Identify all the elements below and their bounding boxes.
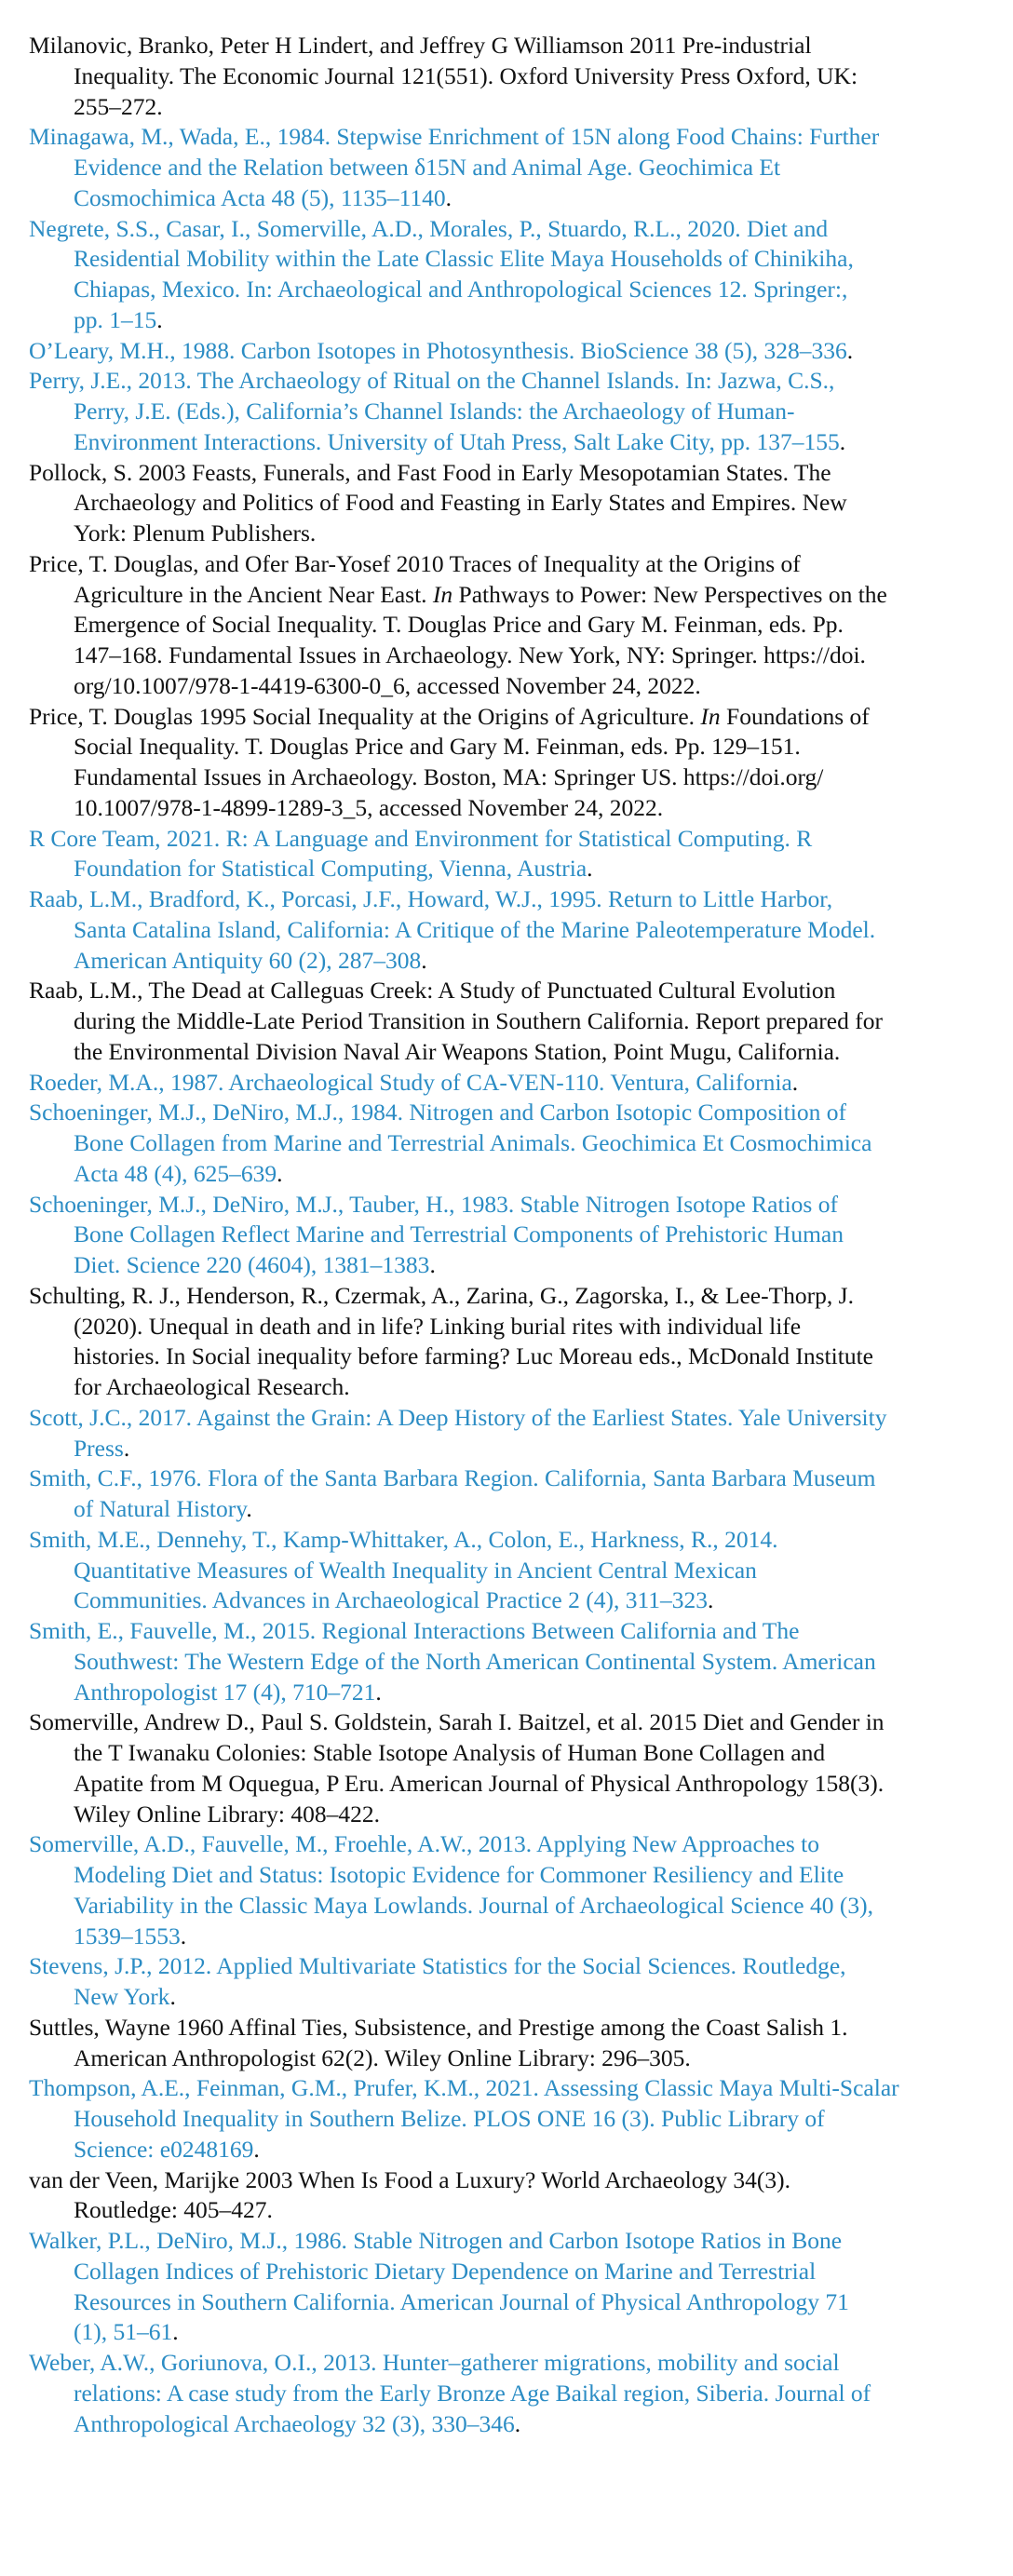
reference-entry-link[interactable]	[29, 1525, 988, 1616]
reference-text: Milanovic, Branko, Peter H Lindert, and Jeffrey G Williamson 2011 Pre-industrial	[29, 32, 812, 59]
reference-text: Pollock, S. 2003 Feasts, Funerals, and Fast Food in Early Mesopotamian States. The	[29, 458, 831, 486]
reference-text[interactable]: Thompson, A.E., Feinman, G.M., Prufer, K.M., 2021. Assessing Classic Maya Multi-Scalar	[29, 2074, 899, 2102]
reference-line	[29, 1800, 988, 1830]
reference-text[interactable]: Raab, L.M., Bradford, K., Porcasi, J.F., Howard, W.J., 1995. Return to Little Harbor,	[29, 885, 833, 912]
reference-entry-link[interactable]	[29, 2226, 988, 2348]
reference-text: Agriculture in the Ancient Near East.	[74, 580, 433, 608]
reference-line	[29, 1342, 988, 1372]
reference-text[interactable]: relations: A case study from the Early Bronze Age Baikal region, Siberia. Journal of	[74, 2379, 871, 2407]
reference-text[interactable]: Diet. Science 220 (4604), 1381–1383	[74, 1251, 430, 1278]
reference-line	[29, 1372, 988, 1403]
reference-text[interactable]: Acta 48 (4), 625–639	[74, 1159, 277, 1187]
reference-entry-link[interactable]	[29, 1463, 988, 1525]
reference-text[interactable]: O’Leary, M.H., 1988. Carbon Isotopes in Photosynthesis. BioScience 38 (5), 328–336	[29, 336, 847, 364]
reference-line	[29, 1463, 988, 1494]
reference-text: van der Veen, Marijke 2003 When Is Food a Luxury? World Archaeology 34(3).	[29, 2165, 791, 2193]
reference-text[interactable]: Somerville, A.D., Fauvelle, M., Froehle, A.W., 2013. Applying New Approaches to	[29, 1830, 819, 1858]
reference-italic-text: In	[700, 702, 721, 730]
reference-text: 147–168. Fundamental Issues in Archaeology. New York, NY: Springer. https://doi.	[74, 641, 866, 668]
reference-entry	[29, 2013, 988, 2074]
reference-line	[29, 1738, 988, 1769]
reference-line	[29, 1190, 988, 1221]
reference-line	[29, 1891, 988, 1922]
reference-line	[29, 1616, 988, 1647]
reference-text: Emergence of Social Inequality. T. Douglas Price and Gary M. Feinman, eds. Pp.	[74, 611, 844, 639]
reference-line	[29, 488, 988, 519]
reference-text[interactable]: Collagen Indices of Prehistoric Dietary Dependence on Marine and Terrestrial	[74, 2257, 817, 2285]
reference-line	[29, 1281, 988, 1312]
reference-text[interactable]: Weber, A.W., Goriunova, O.I., 2013. Hunter–gatherer migrations, mobility and social	[29, 2349, 840, 2376]
reference-line	[29, 1556, 988, 1586]
reference-text: 255–272.	[74, 92, 163, 120]
reference-list	[29, 31, 988, 2439]
reference-entry-link[interactable]	[29, 1403, 988, 1464]
reference-line	[29, 915, 988, 946]
reference-text: org/10.1007/978-1-4419-6300-0_6, accessed November 24, 2022.	[74, 671, 701, 699]
reference-text: Routledge: 405–427.	[74, 2196, 273, 2224]
reference-period: .	[514, 2409, 521, 2437]
reference-line	[29, 336, 988, 367]
reference-line	[29, 580, 988, 611]
reference-text[interactable]: Smith, M.E., Dennehy, T., Kamp-Whittaker, A., Colon, E., Harkness, R., 2014.	[29, 1525, 778, 1553]
reference-text[interactable]: Perry, J.E. (Eds.), California’s Channel Islands: the Archaeology of Human-	[74, 398, 795, 425]
reference-text: York: Plenum Publishers.	[74, 519, 317, 546]
reference-text[interactable]: Bone Collagen Reflect Marine and Terrestrial Components of Prehistoric Human	[74, 1221, 844, 1248]
reference-line	[29, 1585, 988, 1616]
reference-text[interactable]: Minagawa, M., Wada, E., 1984. Stepwise Enrichment of 15N along Food Chains: Further	[29, 123, 880, 151]
reference-text[interactable]: Roeder, M.A., 1987. Archaeological Study of CA-VEN-110. Ventura, California	[29, 1068, 792, 1096]
reference-line	[29, 1037, 988, 1068]
reference-text[interactable]: Santa Catalina Island, California: A Critique of the Marine Paleotemperature Model.	[74, 915, 876, 943]
reference-entry	[29, 31, 988, 122]
reference-line	[29, 1525, 988, 1556]
reference-entry-link[interactable]	[29, 336, 988, 367]
reference-text: histories. In Social inequality before farming? Luc Moreau eds., McDonald Institute	[74, 1342, 873, 1370]
reference-line	[29, 946, 988, 977]
reference-line	[29, 305, 988, 336]
reference-line	[29, 2195, 988, 2226]
reference-text: the T Iwanaku Colonies: Stable Isotope Analysis of Human Bone Collagen and	[74, 1739, 826, 1766]
reference-italic-text: In	[432, 580, 453, 608]
reference-text[interactable]: 1539–1553	[74, 1922, 181, 1949]
reference-period: .	[445, 183, 452, 211]
reference-text: (2020). Unequal in death and in life? Linking burial rites with individual life	[74, 1312, 802, 1340]
reference-period: .	[123, 1434, 130, 1462]
reference-line	[29, 366, 988, 397]
reference-text[interactable]: Negrete, S.S., Casar, I., Somerville, A.D., Morales, P., Stuardo, R.L., 2020. Diet and	[29, 214, 829, 242]
reference-line	[29, 2073, 988, 2104]
reference-text[interactable]: Schoeninger, M.J., DeNiro, M.J., 1984. Nitrogen and Carbon Isotopic Composition of	[29, 1099, 846, 1126]
reference-line	[29, 427, 988, 458]
reference-entry-link[interactable]	[29, 1616, 988, 1707]
reference-text: Suttles, Wayne 1960 Affinal Ties, Subsistence, and Prestige among the Coast Salish 1.	[29, 2013, 848, 2041]
reference-text[interactable]: pp. 1–15	[74, 305, 157, 333]
reference-text: Archaeology and Politics of Food and Feasting in Early States and Empires. New	[74, 489, 847, 517]
reference-text[interactable]: Resources in Southern California. American Journal of Physical Anthropology 71	[74, 2287, 849, 2315]
reference-line	[29, 793, 988, 824]
reference-line	[29, 2043, 988, 2074]
reference-period: .	[180, 1922, 187, 1949]
reference-text[interactable]: Anthropological Archaeology 32 (3), 330–346	[74, 2409, 515, 2437]
reference-entry-link[interactable]	[29, 214, 988, 336]
reference-text: Pathways to Power: New Perspectives on the	[452, 580, 887, 608]
reference-period: .	[253, 2135, 260, 2163]
reference-text[interactable]: Communities. Advances in Archaeological Practice 2 (4), 311–323	[74, 1586, 709, 1614]
reference-entry-link[interactable]	[29, 824, 988, 885]
reference-line	[29, 1006, 988, 1037]
reference-entry-link[interactable]	[29, 122, 988, 213]
reference-text: Somerville, Andrew D., Paul S. Goldstein, Sarah I. Baitzel, et al. 2015 Diet and Gender in	[29, 1708, 885, 1736]
reference-text: Foundations of	[720, 702, 870, 730]
reference-entry-link[interactable]	[29, 1098, 988, 1189]
reference-line	[29, 1068, 988, 1099]
reference-line	[29, 183, 988, 214]
reference-line	[29, 2013, 988, 2043]
reference-line	[29, 2226, 988, 2257]
reference-text[interactable]: Quantitative Measures of Wealth Inequality in Ancient Central Mexican	[74, 1556, 757, 1584]
reference-text: the Environmental Division Naval Air Weapons Station, Point Mugu, California.	[74, 1037, 841, 1065]
reference-text[interactable]: Perry, J.E., 2013. The Archaeology of Ritual on the Channel Islands. In: Jazwa, C.S.,	[29, 367, 835, 395]
reference-line	[29, 732, 988, 762]
reference-text[interactable]: New York	[74, 1983, 170, 2010]
reference-entry	[29, 458, 988, 549]
reference-period: .	[791, 1068, 799, 1096]
reference-entry-link[interactable]	[29, 1951, 988, 2013]
reference-text[interactable]: Southwest: The Western Edge of the North American Continental System. American	[74, 1647, 876, 1675]
reference-text[interactable]: Stevens, J.P., 2012. Applied Multivariate Statistics for the Social Sciences. Routledge,	[29, 1952, 846, 1980]
reference-text: Fundamental Issues in Archaeology. Boston, MA: Springer US. https://doi.org/	[74, 763, 824, 790]
reference-line	[29, 2287, 988, 2318]
reference-line	[29, 1494, 988, 1525]
reference-line	[29, 1128, 988, 1159]
reference-period: .	[172, 2318, 179, 2346]
reference-line	[29, 884, 988, 915]
reference-line	[29, 1434, 988, 1464]
reference-period: .	[429, 1251, 436, 1278]
reference-line	[29, 275, 988, 305]
reference-line	[29, 1982, 988, 2013]
reference-line	[29, 2257, 988, 2287]
reference-period: .	[708, 1586, 714, 1614]
reference-text[interactable]: Bone Collagen from Marine and Terrestrial Animals. Geochimica Et Cosmochimica	[74, 1129, 872, 1156]
reference-period: .	[587, 855, 593, 883]
reference-text: during the Middle-Late Period Transition in Southern California. Report prepared for	[74, 1007, 883, 1034]
reference-line	[29, 2135, 988, 2165]
reference-text[interactable]: Schoeninger, M.J., DeNiro, M.J., Tauber, H., 1983. Stable Nitrogen Isotope Ratios of	[29, 1190, 838, 1218]
reference-line	[29, 1159, 988, 1190]
reference-entry-link[interactable]	[29, 1829, 988, 1951]
reference-line	[29, 519, 988, 549]
reference-text: Schulting, R. J., Henderson, R., Czermak, A., Zarina, G., Zagorska, I., & Lee-Thorp, J.	[29, 1281, 854, 1309]
reference-period: .	[169, 1983, 176, 2010]
reference-text: 10.1007/978-1-4899-1289-3_5, accessed November 24, 2022.	[74, 793, 664, 821]
reference-text[interactable]: Household Inequality in Southern Belize. PLOS ONE 16 (3). Public Library of	[74, 2105, 825, 2132]
reference-entry	[29, 1707, 988, 1829]
reference-text[interactable]: Press	[74, 1434, 124, 1462]
reference-line	[29, 824, 988, 855]
reference-text: Price, T. Douglas 1995 Social Inequality at the Origins of Agriculture.	[29, 702, 701, 730]
reference-entry-link[interactable]	[29, 2073, 988, 2165]
reference-entry-link[interactable]	[29, 366, 988, 457]
reference-text[interactable]: Science: e0248169	[74, 2135, 254, 2163]
reference-period: .	[846, 336, 854, 364]
reference-line	[29, 61, 988, 92]
reference-line	[29, 854, 988, 884]
reference-line	[29, 1769, 988, 1800]
reference-entry	[29, 2165, 988, 2227]
reference-text: Social Inequality. T. Douglas Price and Gary M. Feinman, eds. Pp. 129–151.	[74, 733, 801, 761]
reference-line	[29, 2317, 988, 2348]
reference-text[interactable]: Evidence and the Relation between δ15N and Animal Age. Geochimica Et	[74, 154, 781, 181]
reference-line	[29, 2165, 988, 2196]
reference-text[interactable]: Scott, J.C., 2017. Against the Grain: A Deep History of the Earliest States. Yale University	[29, 1403, 887, 1431]
reference-text: American Anthropologist 62(2). Wiley Online Library: 296–305.	[74, 2043, 691, 2071]
reference-text[interactable]: (1), 51–61	[74, 2318, 173, 2346]
reference-line	[29, 549, 988, 580]
reference-entry-link[interactable]	[29, 1068, 988, 1099]
reference-line	[29, 92, 988, 123]
reference-text: Raab, L.M., The Dead at Calleguas Creek: A Study of Punctuated Cultural Evolution	[29, 977, 836, 1005]
reference-period: .	[277, 1159, 283, 1187]
reference-line	[29, 610, 988, 641]
reference-line	[29, 1312, 988, 1342]
reference-line	[29, 1647, 988, 1678]
reference-line	[29, 702, 988, 733]
reference-line	[29, 2379, 988, 2409]
reference-period: .	[421, 946, 427, 974]
reference-entry-link[interactable]	[29, 2348, 988, 2439]
reference-text[interactable]: Anthropologist 17 (4), 710–721	[74, 1678, 376, 1706]
reference-text: Inequality. The Economic Journal 121(551). Oxford University Press Oxford, UK:	[74, 61, 858, 89]
reference-line	[29, 122, 988, 153]
reference-line	[29, 31, 988, 61]
reference-text: Wiley Online Library: 408–422.	[74, 1800, 380, 1827]
reference-text[interactable]: Smith, C.F., 1976. Flora of the Santa Barbara Region. California, Santa Barbara Museum	[29, 1464, 876, 1492]
reference-text[interactable]: R Core Team, 2021. R: A Language and Environment for Statistical Computing. R	[29, 824, 813, 852]
reference-text: Price, T. Douglas, and Ofer Bar-Yosef 2010 Traces of Inequality at the Origins of	[29, 549, 801, 577]
reference-text: for Archaeological Research.	[74, 1373, 350, 1400]
reference-line	[29, 671, 988, 702]
reference-period: .	[375, 1678, 382, 1706]
reference-text[interactable]: Variability in the Classic Maya Lowlands. Journal of Archaeological Science 40 (3),	[74, 1891, 873, 1919]
reference-line	[29, 397, 988, 427]
reference-line	[29, 1250, 988, 1281]
reference-line	[29, 641, 988, 671]
reference-entry-link[interactable]	[29, 884, 988, 976]
reference-text[interactable]: American Antiquity 60 (2), 287–308	[74, 946, 422, 974]
reference-entry	[29, 702, 988, 824]
reference-text[interactable]: of Natural History	[74, 1495, 247, 1522]
reference-entry	[29, 976, 988, 1067]
reference-text[interactable]: Environment Interactions. University of Utah Press, Salt Lake City, pp. 137–155	[74, 427, 840, 455]
reference-line	[29, 2348, 988, 2379]
reference-line	[29, 244, 988, 275]
reference-text[interactable]: Walker, P.L., DeNiro, M.J., 1986. Stable Nitrogen and Carbon Isotope Ratios in Bone	[29, 2227, 843, 2254]
reference-line	[29, 153, 988, 183]
reference-entry-link[interactable]	[29, 1190, 988, 1281]
reference-text: Apatite from M Oquegua, P Eru. American Journal of Physical Anthropology 158(3).	[74, 1769, 885, 1797]
reference-line	[29, 2104, 988, 2135]
reference-period: .	[246, 1495, 252, 1522]
reference-line	[29, 762, 988, 793]
reference-line	[29, 2409, 988, 2440]
reference-line	[29, 1829, 988, 1860]
reference-line	[29, 1860, 988, 1891]
reference-line	[29, 1951, 988, 1982]
reference-period: .	[156, 305, 163, 333]
reference-text[interactable]: Residential Mobility within the Late Classic Elite Maya Households of Chinikiha,	[74, 245, 854, 273]
reference-text[interactable]: Foundation for Statistical Computing, Vienna, Austria	[74, 855, 588, 883]
reference-line	[29, 1098, 988, 1128]
reference-text[interactable]: Cosmochimica Acta 48 (5), 1135–1140	[74, 183, 446, 211]
reference-entry	[29, 1281, 988, 1403]
reference-text[interactable]: Chiapas, Mexico. In: Archaeological and Anthropological Sciences 12. Springer:,	[74, 276, 848, 303]
reference-line	[29, 214, 988, 245]
reference-line	[29, 1220, 988, 1250]
reference-line	[29, 458, 988, 489]
reference-text[interactable]: Modeling Diet and Status: Isotopic Evidence for Commoner Resiliency and Elite	[74, 1861, 844, 1888]
reference-line	[29, 1403, 988, 1434]
reference-line	[29, 1707, 988, 1738]
reference-line	[29, 1678, 988, 1708]
reference-line	[29, 976, 988, 1006]
reference-text[interactable]: Smith, E., Fauvelle, M., 2015. Regional Interactions Between California and The	[29, 1617, 800, 1644]
reference-line	[29, 1922, 988, 1952]
reference-period: .	[839, 427, 846, 455]
reference-entry	[29, 549, 988, 702]
